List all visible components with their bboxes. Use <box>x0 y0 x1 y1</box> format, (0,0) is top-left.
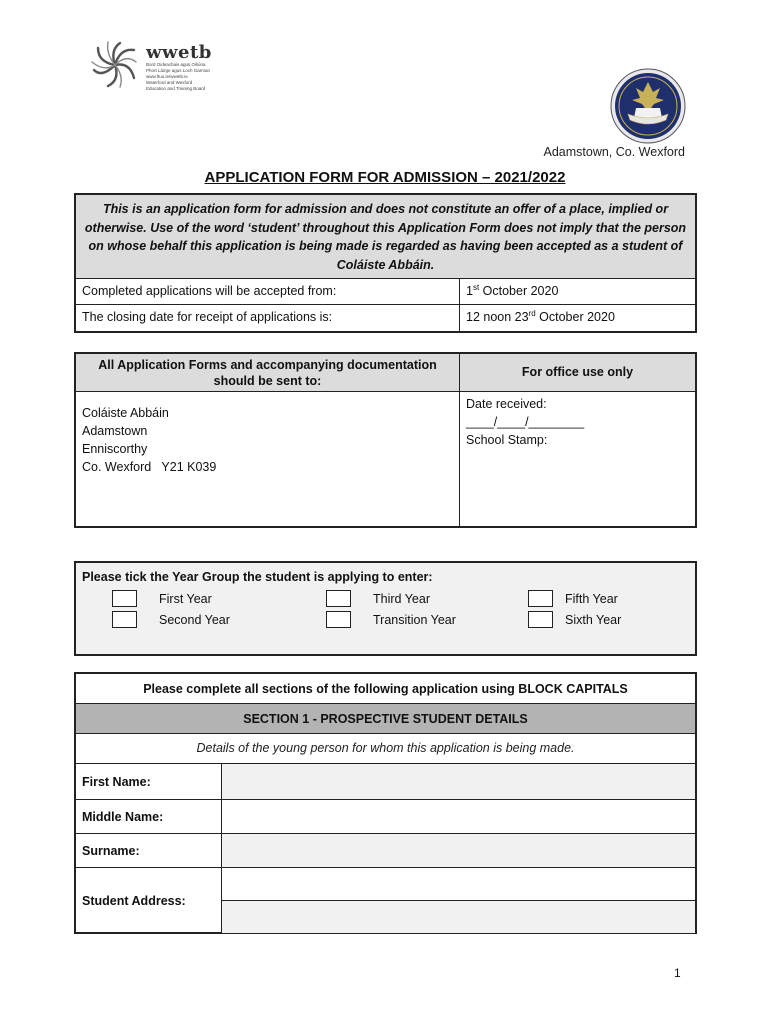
address-box <box>74 352 697 528</box>
section-1-title: SECTION 1 - PROSPECTIVE STUDENT DETAILS <box>76 704 695 734</box>
send-to-heading: All Application Forms and accompanying documentation should be sent to: <box>76 354 459 392</box>
date-received-field[interactable]: ____/____/________ <box>466 415 585 429</box>
page-title: APPLICATION FORM FOR ADMISSION – 2021/2022 <box>204 169 566 186</box>
student-address-row <box>76 868 695 933</box>
checkbox[interactable] <box>326 611 351 628</box>
option-second-year[interactable]: Second Year <box>112 611 230 628</box>
closing-date-value: 12 noon 23rd October 2020 <box>466 308 615 324</box>
student-address-input-line-2[interactable] <box>222 901 695 933</box>
disclaimer-text: This is an application form for admission and does not constitute an offer of a place, implied or otherwise. Use of the word ‘student’ throughout this Application Form does not imply that the person on whose behalf this application is being made is regarded as having been accepted as a student of Coláiste Abbáin. <box>76 195 695 279</box>
logo-line: Waterford and Wexford <box>146 80 193 85</box>
checkbox[interactable] <box>528 590 553 607</box>
school-address <box>76 392 459 488</box>
option-transition-year[interactable]: Transition Year <box>326 611 456 628</box>
accept-from-label: Completed applications will be accepted from: <box>76 279 460 304</box>
date-received-label: Date received: <box>466 397 547 411</box>
section-1-form <box>74 672 697 934</box>
closing-date-row <box>76 305 695 331</box>
address-line: Co. Wexford Y21 K039 <box>82 460 217 474</box>
checkbox[interactable] <box>112 611 137 628</box>
school-crest <box>610 68 686 144</box>
middle-name-row <box>76 800 695 834</box>
option-first-year[interactable]: First Year <box>112 590 212 607</box>
logo-line: Phort Láirge agus Loch Garman <box>146 68 211 73</box>
year-group-heading: Please tick the Year Group the student is applying to enter: <box>82 570 433 584</box>
wwetb-swirl-icon <box>90 40 140 90</box>
send-to-panel <box>76 354 460 526</box>
address-line: Coláiste Abbáin <box>82 406 169 420</box>
office-use-heading: For office use only <box>460 354 695 392</box>
closing-date-label: The closing date for receipt of applications is: <box>76 305 460 331</box>
student-address-input-line-1[interactable] <box>222 868 695 901</box>
school-stamp-label: School Stamp: <box>466 433 548 447</box>
page-number: 1 <box>674 966 681 980</box>
notice-box <box>74 193 697 333</box>
accept-from-row <box>76 279 695 305</box>
address-line: Adamstown <box>82 424 148 438</box>
surname-label: Surname: <box>76 834 222 867</box>
student-address-label: Student Address: <box>76 868 222 933</box>
checkbox[interactable] <box>528 611 553 628</box>
first-name-row <box>76 764 695 800</box>
section-1-subtitle: Details of the young person for whom this application is being made. <box>76 734 695 764</box>
office-use-panel <box>460 354 695 526</box>
logo-line: www.ftuu.ie/wwetb.ie <box>146 74 188 79</box>
block-capitals-instruction: Please complete all sections of the following application using BLOCK CAPITALS <box>76 674 695 704</box>
logo-line: Education and Training Board <box>146 86 206 91</box>
accept-from-value: 1st October 2020 <box>466 282 559 298</box>
surname-row <box>76 834 695 868</box>
checkbox[interactable] <box>326 590 351 607</box>
wwetb-logo <box>90 40 220 90</box>
option-sixth-year[interactable]: Sixth Year <box>528 611 621 628</box>
logo-wordmark: wwetb <box>146 42 212 63</box>
logo-line: Bord Oideachais agus Oiliúna <box>146 62 206 67</box>
address-line: Enniscorthy <box>82 442 148 456</box>
first-name-label: First Name: <box>76 764 222 799</box>
school-location: Adamstown, Co. Wexford <box>543 145 685 159</box>
checkbox[interactable] <box>112 590 137 607</box>
option-third-year[interactable]: Third Year <box>326 590 430 607</box>
surname-input[interactable] <box>222 834 695 867</box>
middle-name-label: Middle Name: <box>76 800 222 833</box>
year-group-box <box>74 561 697 656</box>
first-name-input[interactable] <box>222 764 695 799</box>
middle-name-input[interactable] <box>222 800 695 833</box>
option-fifth-year[interactable]: Fifth Year <box>528 590 618 607</box>
